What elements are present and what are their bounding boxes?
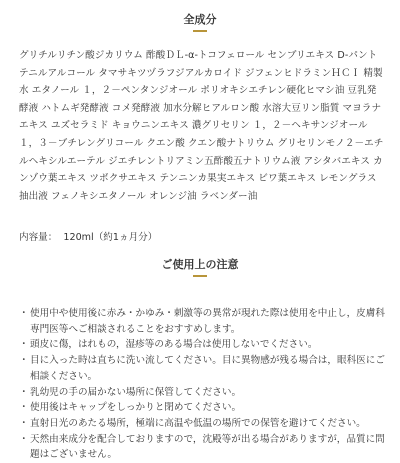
caution-item-text: 直射日光のあたる場所，極端に高温や低温の場所での保管を避けてください。 [30,417,366,429]
capacity-label: 内容量： [19,232,58,243]
caution-item [19,353,387,384]
caution-item-text: 使用中や使用後に赤み・かゆみ・刺激等の異常が現れた際は使用を中止し，皮膚科専門医等へご相談されることをおすすめします。 [30,308,385,335]
bullet-icon: ・ [19,386,29,398]
caution-item-text: 使用後はキャップをしっかりと閉めてください。 [30,402,242,414]
bullet-icon: ・ [19,339,29,351]
ingredients-section-title: 全成分 [183,13,217,26]
caution-section-title: ご使用上の注意 [161,258,239,271]
caution-item-text: 乳幼児の手の届かない場所に保管してください。 [30,386,242,398]
caution-title-underline [193,275,207,277]
caution-item-text: 頭皮に傷，はれもの，湿疹等のある場合は使用しないでください。 [30,339,318,351]
bullet-icon: ・ [19,402,29,414]
caution-item [19,306,387,337]
bullet-icon: ・ [19,417,29,429]
bullet-icon: ・ [19,433,29,445]
caution-item [19,416,387,432]
caution-item [19,337,387,353]
ingredients-title-underline [193,30,207,32]
capacity-line [19,229,157,243]
caution-item [19,385,387,401]
caution-item [19,432,387,463]
caution-item-text: 目に入った時は直ちに洗い流してください。目に異物感が残る場合は，眼科医にご相談ください。 [30,355,385,382]
bullet-icon: ・ [19,355,29,367]
bullet-icon: ・ [19,308,29,319]
caution-item-text: 天然由来成分を配合しておりますので，沈殿等が出る場合がありますが，品質に問題はございません。 [30,433,385,461]
caution-item [19,400,387,416]
capacity-value: 120ml（約1ヵ月分） [63,232,158,243]
ingredients-list-text: グリチルリチン酸ジカリウム 酢酸ＤＬ-α-トコフェロール センブリエキス D-パントテニルアルコール タマサキツヅラフジアルカロイド ジフェンヒドラミンＨＣＩ 精製水 エタノール １，２－ペンタンジオール ポリオキシエチレン硬化ヒマシ油 豆乳発酵液 ハトムギ発酵液 コメ発酵液 加水分解ヒアルロン酸 水溶大豆リン脂質 マヨラナエキス ユズセラミド キョウニンエキス 濃グリセリン １，２－ヘキサンジオール １，３－ブチレングリコール クエン酸 クエン酸ナトリウム グリセリンモノ２－エチルヘキシルエーテル ジエチレントリアミン五酢酸五ナトリウム液 アシタバエキス カンゾウ葉エキス ツボクサエキス テンニンカ果実エキス ビワ葉エキス レモングラス抽出液 フェノキシエタノール オレンジ油 ラベンダー油 [19,50,384,202]
caution-list [19,306,387,463]
